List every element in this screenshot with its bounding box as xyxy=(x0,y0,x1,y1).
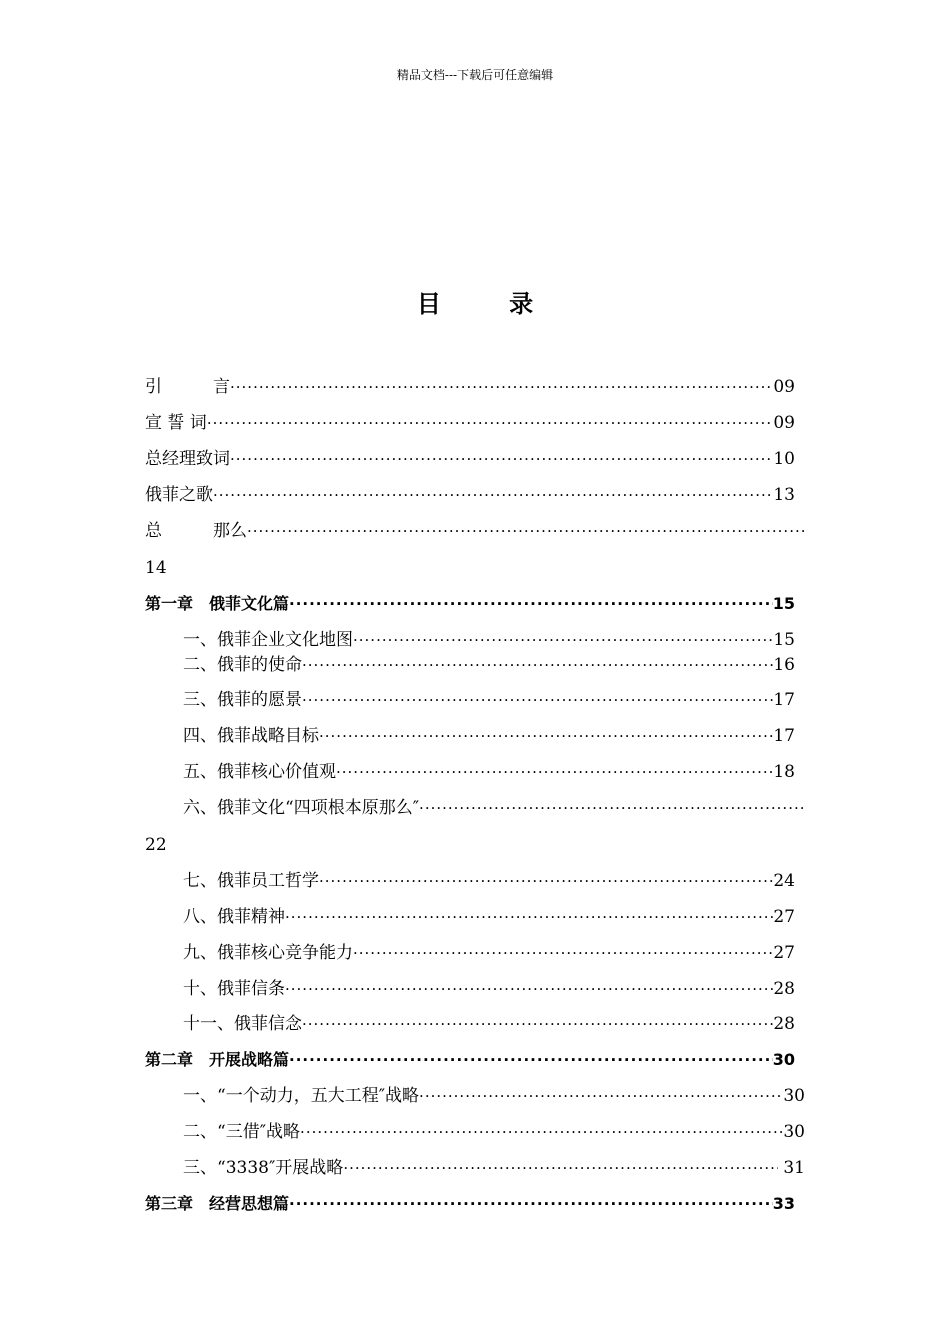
toc-entry-label: 四、俄菲战略目标 xyxy=(183,726,319,746)
dot-leader xyxy=(353,942,773,964)
dot-leader xyxy=(289,1049,773,1071)
toc-entry-page: 24 xyxy=(773,871,795,891)
toc-entry-page: 17 xyxy=(773,726,795,746)
toc-entry[interactable] xyxy=(145,484,795,506)
toc-chapter[interactable] xyxy=(145,1049,795,1071)
toc-title: 目 录 xyxy=(416,290,564,318)
dot-leader xyxy=(336,761,773,783)
toc-entry-label: 宣 誓 词 xyxy=(145,413,207,433)
toc-entry-label: 三、“3338″开展战略 xyxy=(183,1158,344,1178)
toc-entry-label: 总经理致词 xyxy=(145,449,230,469)
toc-entry-page: 09 xyxy=(773,377,795,397)
toc-entry-label: 总 那么 xyxy=(145,521,247,541)
toc-entry[interactable] xyxy=(145,376,795,398)
toc-entry-label: 一、“一个动力，五大工程″战略 xyxy=(183,1086,420,1106)
toc-entry-page: 22 xyxy=(145,835,167,855)
toc-entry-page: 30 xyxy=(783,1086,805,1106)
dot-leader xyxy=(230,448,773,470)
toc-entry[interactable] xyxy=(183,942,795,964)
toc-entry[interactable] xyxy=(183,629,795,651)
page-header: 精品文档---下载后可任意编辑 xyxy=(396,68,554,82)
dot-leader xyxy=(319,725,773,747)
dot-leader xyxy=(300,1121,783,1143)
toc-entry-page: 10 xyxy=(773,449,795,469)
toc-entry-label: 三、俄菲的愿景 xyxy=(183,690,302,710)
dot-leader xyxy=(285,906,773,928)
dot-leader xyxy=(353,629,773,651)
dot-leader xyxy=(302,654,773,676)
toc-entry-page: 31 xyxy=(777,1158,805,1178)
toc-entry-label: 俄菲之歌 xyxy=(145,485,213,505)
toc-entry[interactable] xyxy=(183,1121,805,1143)
dot-leader xyxy=(419,797,805,819)
toc-entry-page: 09 xyxy=(773,413,795,433)
toc-entry[interactable] xyxy=(183,654,795,676)
toc-entry-page: 13 xyxy=(773,485,795,505)
toc-entry[interactable] xyxy=(183,725,795,747)
toc-entry-page: 15 xyxy=(773,630,795,650)
dot-leader xyxy=(213,484,773,506)
toc-entry-label: 第三章 经营思想篇 xyxy=(145,1194,290,1213)
dot-leader xyxy=(230,376,773,398)
toc-entry-label: 第二章 开展战略篇 xyxy=(145,1050,290,1069)
toc-entry-label: 五、俄菲核心价值观 xyxy=(183,762,336,782)
toc-entry-page: 16 xyxy=(773,655,795,675)
toc-entry-label: 二、“三借″战略 xyxy=(183,1122,301,1142)
dot-leader xyxy=(247,520,805,542)
toc-entry-page: 17 xyxy=(773,690,795,710)
toc-entry-page: 27 xyxy=(773,943,795,963)
toc-entry-label: 六、俄菲文化“四项根本原那么″ xyxy=(183,798,420,818)
toc-entry-label: 引 言 xyxy=(145,377,230,397)
toc-entry-label: 二、俄菲的使命 xyxy=(183,655,302,675)
toc-entry[interactable] xyxy=(183,1013,795,1035)
toc-entry-label: 八、俄菲精神 xyxy=(183,907,285,927)
toc-entry-label: 七、俄菲员工哲学 xyxy=(183,871,319,891)
toc-entry[interactable] xyxy=(183,1157,805,1179)
toc-entry-page: 14 xyxy=(145,558,167,578)
toc-entry[interactable] xyxy=(183,1085,805,1107)
dot-leader xyxy=(207,412,774,434)
toc-entry-label: 十一、俄菲信念 xyxy=(183,1014,302,1034)
toc-entry[interactable] xyxy=(183,978,795,1000)
toc-entry-label: 第一章 俄菲文化篇 xyxy=(145,594,290,613)
toc-entry-page: 15 xyxy=(772,594,795,613)
toc-entry[interactable] xyxy=(145,448,795,470)
dot-leader xyxy=(289,1193,773,1215)
toc-entry-page: 27 xyxy=(773,907,795,927)
dot-leader xyxy=(302,1013,773,1035)
dot-leader xyxy=(285,978,773,1000)
dot-leader xyxy=(302,689,773,711)
toc-entry[interactable] xyxy=(183,906,795,928)
toc-entry-page: 28 xyxy=(773,1014,795,1034)
toc-entry[interactable] xyxy=(183,761,795,783)
toc-entry-page: 30 xyxy=(772,1050,795,1069)
toc-entry-page: 18 xyxy=(773,762,795,782)
toc-entry[interactable] xyxy=(145,520,805,542)
toc-chapter[interactable] xyxy=(145,593,795,615)
dot-leader xyxy=(343,1157,778,1179)
toc-chapter[interactable] xyxy=(145,1193,795,1215)
toc-entry-label: 一、俄菲企业文化地图 xyxy=(183,630,353,650)
toc-entry-page: 28 xyxy=(773,979,795,999)
toc-entry-page: 33 xyxy=(772,1194,795,1213)
toc-entry[interactable] xyxy=(183,870,795,892)
dot-leader xyxy=(319,870,773,892)
toc-entry-label: 十、俄菲信条 xyxy=(183,979,285,999)
toc-entry-page: 30 xyxy=(783,1122,805,1142)
toc-entry-label: 九、俄菲核心竞争能力 xyxy=(183,943,353,963)
toc-entry[interactable] xyxy=(145,412,795,434)
dot-leader xyxy=(289,593,773,615)
dot-leader xyxy=(419,1085,783,1107)
toc-entry[interactable] xyxy=(183,689,795,711)
toc-entry[interactable] xyxy=(183,797,805,819)
